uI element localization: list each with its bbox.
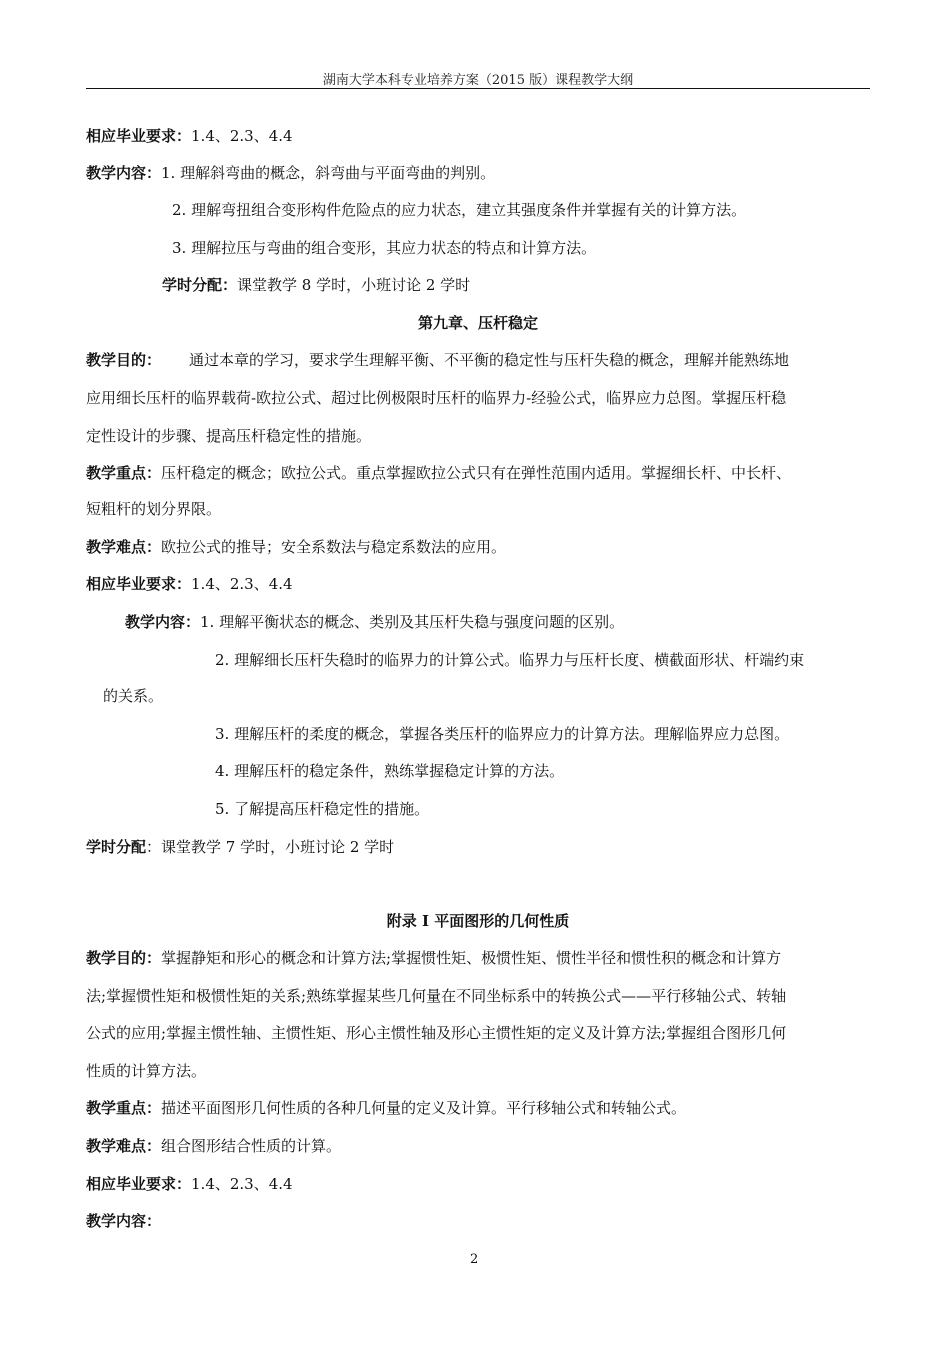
content-item: 5. 了解提高压杆稳定性的措施。: [215, 800, 430, 818]
section8-hours: [162, 275, 470, 295]
requirements-label: 相应毕业要求：: [86, 127, 192, 145]
difficulty-label: 教学难点：: [86, 1137, 162, 1155]
chapter9-requirements: [86, 574, 293, 594]
hours-label: 学时分配: [86, 838, 147, 856]
goal-text: 法;掌握惯性矩和极惯性矩的关系;熟练掌握某些几何量在不同坐标系中的转换公式——平行移轴公式、转轴: [86, 987, 787, 1005]
chapter9-hours: [86, 837, 394, 857]
goal-text: 通过本章的学习，要求学生理解平衡、不平衡的稳定性与压杆失稳的概念，理解并能熟练地: [189, 351, 790, 369]
requirements-label: 相应毕业要求：: [86, 575, 192, 593]
content-item: 1. 理解斜弯曲的概念，斜弯曲与平面弯曲的判别。: [161, 164, 496, 182]
appendix1-content-label: 教学内容：: [86, 1212, 162, 1230]
chapter9-difficulties: [86, 537, 506, 557]
page-header: 湖南大学本科专业培养方案（2015 版）课程教学大纲: [322, 73, 634, 88]
key-text: 压杆稳定的概念；欧拉公式。重点掌握欧拉公式只有在弹性范围内适用。掌握细长杆、中长杆、: [161, 464, 792, 482]
chapter9-content: [125, 612, 624, 632]
difficulty-text: 组合图形结合性质的计算。: [161, 1137, 342, 1155]
appendix1-title: 附录 I 平面图形的几何性质: [386, 912, 570, 930]
appendix1-difficulties: [86, 1136, 341, 1156]
key-text: 描述平面图形几何性质的各种几何量的定义及计算。平行移轴公式和转轴公式。: [161, 1099, 687, 1117]
header-rule: [86, 88, 870, 89]
chapter9-goal: [86, 350, 789, 370]
content-item: 4. 理解压杆的稳定条件，熟练掌握稳定计算的方法。: [215, 762, 565, 780]
difficulty-text: 欧拉公式的推导；安全系数法与稳定系数法的应用。: [161, 538, 507, 556]
goal-label: 教学目的：: [86, 949, 162, 967]
content-item: 的关系。: [103, 687, 164, 705]
difficulty-label: 教学难点：: [86, 538, 162, 556]
hours-value: 课堂教学 8 学时，小班讨论 2 学时: [237, 276, 471, 294]
page-number: 2: [470, 1252, 479, 1267]
goal-text: 应用细长压杆的临界载荷-欧拉公式、超过比例极限时压杆的临界力-经验公式，临界应力总图。掌握压杆稳: [86, 389, 787, 407]
hours-label: 学时分配：: [162, 276, 238, 294]
key-label: 教学重点：: [86, 1099, 162, 1117]
appendix1-key-points: [86, 1098, 686, 1118]
chapter9-title: 第九章、压杆稳定: [417, 314, 538, 332]
goal-text: 定性设计的步骤、提高压杆稳定性的措施。: [86, 427, 372, 445]
section8-requirements: [86, 126, 293, 146]
content-item: 3. 理解压杆的柔度的概念，掌握各类压杆的临界应力的计算方法。理解临界应力总图。: [215, 725, 790, 743]
goal-text: 掌握静矩和形心的概念和计算方法;掌握惯性矩、极惯性矩、惯性半径和惯性积的概念和计算方: [161, 949, 782, 967]
appendix1-requirements: [86, 1174, 293, 1194]
hours-value: ：课堂教学 7 学时，小班讨论 2 学时: [146, 838, 395, 856]
goal-text: 公式的应用;掌握主惯性轴、主惯性矩、形心主惯性轴及形心主惯性矩的定义及计算方法;掌握组合图形几何: [86, 1024, 787, 1042]
content-label: 教学内容：: [125, 613, 201, 631]
appendix1-goal: [86, 948, 781, 968]
requirements-value: 1.4、2.3、4.4: [191, 575, 293, 593]
content-item: 3. 理解拉压与弯曲的组合变形，其应力状态的特点和计算方法。: [172, 239, 597, 257]
requirements-value: 1.4、2.3、4.4: [191, 127, 293, 145]
content-label: 教学内容：: [86, 164, 162, 182]
requirements-value: 1.4、2.3、4.4: [191, 1175, 293, 1193]
chapter9-key-points: [86, 463, 791, 483]
section8-content: [86, 163, 495, 183]
content-item: 1. 理解平衡状态的概念、类别及其压杆失稳与强度问题的区别。: [200, 613, 625, 631]
goal-text: 性质的计算方法。: [86, 1062, 207, 1080]
key-label: 教学重点：: [86, 464, 162, 482]
key-text: 短粗杆的划分界限。: [86, 500, 222, 518]
content-item: 2. 理解弯扭组合变形构件危险点的应力状态，建立其强度条件并掌握有关的计算方法。: [172, 201, 747, 219]
requirements-label: 相应毕业要求：: [86, 1175, 192, 1193]
content-item: 2. 理解细长压杆失稳时的临界力的计算公式。临界力与压杆长度、横截面形状、杆端约束: [215, 651, 805, 669]
goal-label: 教学目的：: [86, 351, 162, 369]
